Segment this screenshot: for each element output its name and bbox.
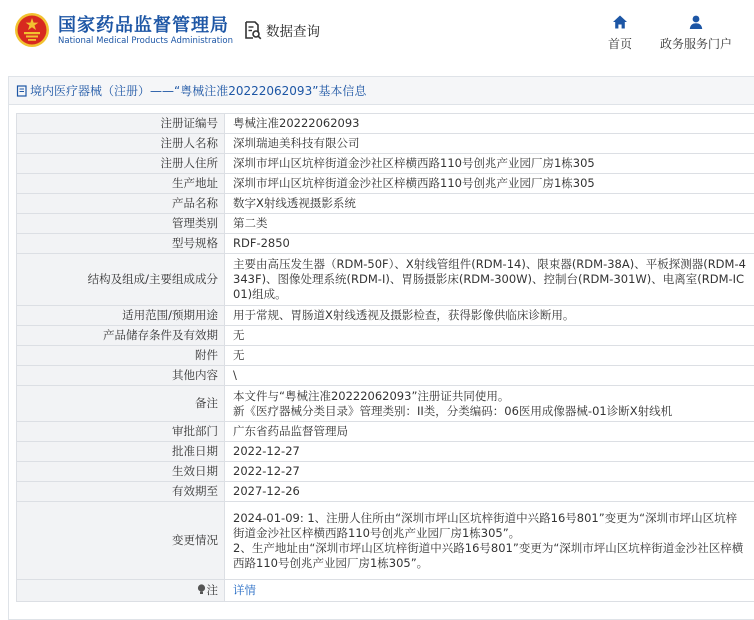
field-label: 变更情况 [17,502,225,580]
field-label: 附件 [17,346,225,366]
table-row [17,174,754,194]
info-bulb-icon [197,584,206,595]
field-value [225,502,754,580]
field-value: RDF-2850 [225,234,754,254]
data-query-label: 数据查询 [266,24,320,40]
field-label: 批准日期 [17,442,225,462]
field-label: 结构及组成/主要组成成分 [17,254,225,306]
remark-line: 本文件与“粤械注准20222062093”注册证共同使用。 [233,388,510,403]
change-line: 2、生产地址由“深圳市坪山区坑梓街道中兴路16号801”变更为“深圳市坪山区坑梓街道金沙社区梓横西路110号创兆产业园厂房1栋305”。 [233,540,744,570]
field-value: 2022-12-27 [225,462,754,482]
table-row [17,254,754,306]
data-query-link[interactable] [244,18,320,42]
field-label [17,580,225,602]
org-name-en[interactable]: National Medical Products Administration [58,36,233,46]
field-label: 其他内容 [17,366,225,386]
field-label: 备注 [17,386,225,422]
change-line: 2024-01-09: 1、注册人住所由“深圳市坪山区坑梓街道中兴路16号801”变更为“深圳市坪山区坑梓街道金沙社区梓横西路110号创兆产业园厂房1栋305”。 [233,510,738,540]
site-header [0,0,754,66]
info-panel [8,76,754,620]
panel-title-text: 境内医疗器械（注册）——“粤械注准20222062093”基本信息 [30,84,367,98]
table-row [17,326,754,346]
field-label: 生效日期 [17,462,225,482]
field-value: 2022-12-27 [225,442,754,462]
field-value: 无 [225,346,754,366]
field-value: 深圳瑞迪美科技有限公司 [225,134,754,154]
field-label: 生产地址 [17,174,225,194]
field-value: 无 [225,326,754,346]
field-value: 2027-12-26 [225,482,754,502]
field-value: 主要由高压发生器（RDM-50F）、X射线管组件(RDM-14)、限束器(RDM-38A)、平板探测器(RDM-4343F)、图像处理系统(RDM-I)、胃肠摄影床(RDM-300W)、控制台(RDM-301W)、电离室(RDM-IC01)组成。 [225,254,754,306]
nav-home[interactable] [605,14,635,52]
nav-gov-service-label: 政务服务门户 [659,37,732,51]
nav-home-label: 首页 [607,37,632,51]
data-query-icon [244,20,262,40]
field-label: 适用范围/预期用途 [17,306,225,326]
field-value: 深圳市坪山区坑梓街道金沙社区梓横西路110号创兆产业园厂房1栋305 [225,174,754,194]
field-value [225,386,754,422]
panel-title [9,77,754,105]
home-icon [612,14,628,30]
table-row [17,234,754,254]
field-label: 产品储存条件及有效期 [17,326,225,346]
table-row [17,462,754,482]
table-row [17,482,754,502]
field-value: 广东省药品监督管理局 [225,422,754,442]
field-value: 用于常规、胃肠道X射线透视及摄影检查，获得影像供临床诊断用。 [225,306,754,326]
table-row [17,386,754,422]
field-label: 审批部门 [17,422,225,442]
field-value [225,580,754,602]
field-label: 有效期至 [17,482,225,502]
table-row [17,134,754,154]
table-row [17,422,754,442]
field-value: 第二类 [225,214,754,234]
field-label: 注册证编号 [17,114,225,134]
table-row [17,346,754,366]
table-row [17,194,754,214]
field-value: 数字X射线透视摄影系统 [225,194,754,214]
table-row [17,580,754,602]
field-label: 型号规格 [17,234,225,254]
field-value: 深圳市坪山区坑梓街道金沙社区梓横西路110号创兆产业园厂房1栋305 [225,154,754,174]
table-row [17,214,754,234]
table-row [17,154,754,174]
field-value: 粤械注准20222062093 [225,114,754,134]
note-label: 注 [206,583,218,597]
org-name-cn[interactable]: 国家药品监督管理局 [58,15,229,36]
field-value: \ [225,366,754,386]
field-label: 注册人住所 [17,154,225,174]
field-label: 产品名称 [17,194,225,214]
registration-info-table [16,113,754,602]
table-row [17,442,754,462]
details-link[interactable]: 详情 [233,583,256,597]
field-label: 注册人名称 [17,134,225,154]
table-row [17,366,754,386]
field-label: 管理类别 [17,214,225,234]
nav-gov-service-portal[interactable] [656,14,736,52]
emblem-icon [14,12,50,48]
remark-line: 新《医疗器械分类目录》管理类别：II类，分类编码：06医用成像器械-01诊断X射线机 [233,403,673,418]
table-row [17,114,754,134]
table-row [17,306,754,326]
table-row [17,502,754,580]
document-icon [16,85,28,97]
user-icon [688,14,704,30]
